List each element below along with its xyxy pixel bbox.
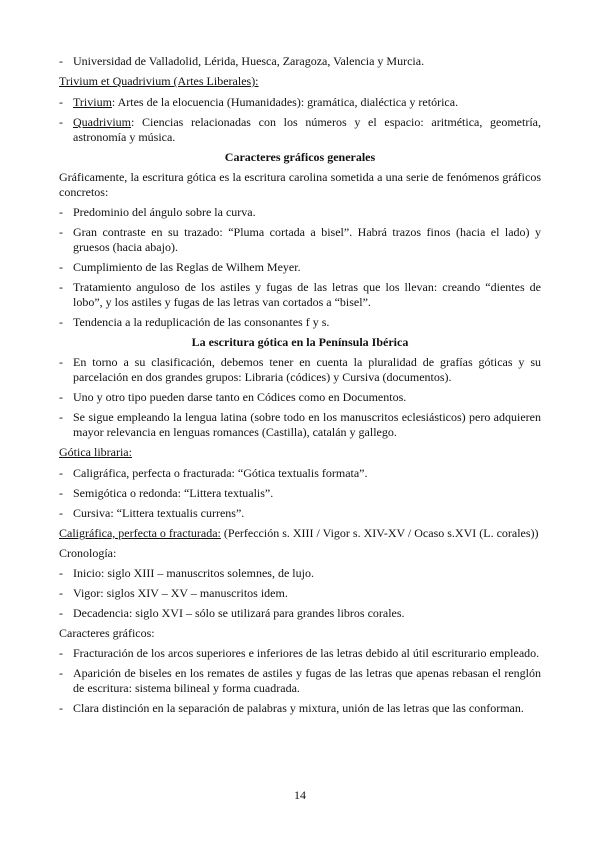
term-trivium: Trivium <box>73 95 112 109</box>
list-item <box>59 646 541 661</box>
list-item <box>59 701 541 716</box>
list-item-text: Gran contraste en su trazado: “Pluma cortada a bisel”. Habrá trazos finos (hacia el lado) y gruesos (hacia abajo). <box>73 225 541 254</box>
bullet-dash: - <box>59 586 63 600</box>
list-item <box>59 315 541 330</box>
list-item-text: Tendencia a la reduplicación de las consonantes f y s. <box>73 315 330 329</box>
bullet-dash: - <box>59 260 63 274</box>
list-item <box>59 586 541 601</box>
bullet-dash: - <box>59 205 63 219</box>
list-item <box>59 225 541 255</box>
bullet-dash: - <box>59 95 63 109</box>
bullet-dash: - <box>59 466 63 480</box>
list-item-text: Cursiva: “Littera textualis currens”. <box>73 506 245 520</box>
bullet-dash: - <box>59 566 63 580</box>
list-item-text: Vigor: siglos XIV – XV – manuscritos idem. <box>73 586 288 600</box>
caligrafica-note: (Perfección s. XIII / Vigor s. XIV-XV / Ocaso s.XVI (L. corales)) <box>220 526 539 540</box>
page-body <box>59 54 541 721</box>
list-item <box>59 506 541 521</box>
bullet-dash: - <box>59 225 63 239</box>
list-item <box>59 355 541 385</box>
bullet-dash: - <box>59 646 63 660</box>
list-item-text: Tratamiento anguloso de los astiles y fugas de las letras que los llevan: creando “dientes de lobo”, y los astiles y fugas de las letras van cortados a “bisel”. <box>73 280 541 309</box>
bullet-dash: - <box>59 410 63 424</box>
list-item <box>59 666 541 696</box>
list-item-text: Aparición de biseles en los remates de astiles y fugas de las letras que apenas rebasan el renglón de escritura: sistema bilineal y forma cuadrada. <box>73 666 541 695</box>
list-item-text: Semigótica o redonda: “Littera textualis”. <box>73 486 274 500</box>
page-number: 14 <box>294 788 306 802</box>
list-item <box>59 606 541 621</box>
bullet-dash: - <box>59 486 63 500</box>
bullet-dash: - <box>59 390 63 404</box>
caracteres-intro: Gráficamente, la escritura gótica es la escritura carolina sometida a una serie de fenómenos gráficos concretos: <box>59 170 541 199</box>
list-item-text: : Ciencias relacionadas con los números y el espacio: aritmética, geometría, astronomía y música. <box>73 115 541 144</box>
graficos-label: Caracteres gráficos: <box>59 626 155 640</box>
list-item-text: Clara distinción en la separación de palabras y mixtura, unión de las letras que las conforman. <box>73 701 524 715</box>
list-item <box>59 410 541 440</box>
term-quadrivium: Quadrivium <box>73 115 131 129</box>
list-item-text: En torno a su clasificación, debemos tener en cuenta la pluralidad de grafías góticas y su parcelación en dos grandes grupos: Libraria (códices) y Cursiva (documentos). <box>73 355 541 384</box>
libraria-heading: Gótica libraria: <box>59 445 132 459</box>
bullet-dash: - <box>59 315 63 329</box>
bullet-dash: - <box>59 54 63 68</box>
section-title-caracteres: Caracteres gráficos generales <box>224 150 376 164</box>
list-item <box>59 205 541 220</box>
list-item-text: Se sigue empleando la lengua latina (sobre todo en los manuscritos eclesiásticos) pero adquieren mayor relevancia en lenguas romances (Castilla), catalán y gallego. <box>73 410 541 439</box>
bullet-dash: - <box>59 701 63 715</box>
list-item-text: Caligráfica, perfecta o fracturada: “Gótica textualis formata”. <box>73 466 368 480</box>
trivium-heading: Trivium et Quadrivium (Artes Liberales): <box>59 74 259 88</box>
list-item <box>59 566 541 581</box>
list-item-text: Uno y otro tipo pueden darse tanto en Códices como en Documentos. <box>73 390 407 404</box>
list-item <box>59 115 541 145</box>
list-item-text: Decadencia: siglo XVI – sólo se utilizará para grandes libros corales. <box>73 606 405 620</box>
bullet-dash: - <box>59 506 63 520</box>
bullet-dash: - <box>59 115 63 129</box>
caligrafica-heading: Caligráfica, perfecta o fracturada: <box>59 526 221 540</box>
cronologia-label: Cronología: <box>59 546 117 560</box>
list-item-text: Inicio: siglo XIII – manuscritos solemnes, de lujo. <box>73 566 314 580</box>
list-item <box>59 95 541 110</box>
list-item-text: Cumplimiento de las Reglas de Wilhem Meyer. <box>73 260 301 274</box>
list-item <box>59 260 541 275</box>
list-item <box>59 466 541 481</box>
bullet-dash: - <box>59 280 63 294</box>
list-item <box>59 280 541 310</box>
list-item-text: Universidad de Valladolid, Lérida, Huesca, Zaragoza, Valencia y Murcia. <box>73 54 425 68</box>
bullet-dash: - <box>59 666 63 680</box>
list-item <box>59 390 541 405</box>
list-item-text: Predominio del ángulo sobre la curva. <box>73 205 256 219</box>
caligrafica-line <box>59 526 541 541</box>
list-item <box>59 54 541 69</box>
list-item-text: : Artes de la elocuencia (Humanidades): gramática, dialéctica y retórica. <box>111 95 459 109</box>
list-item-text: Fracturación de los arcos superiores e inferiores de las letras debido al útil escriturario empleado. <box>73 646 540 660</box>
bullet-dash: - <box>59 355 63 369</box>
section-title-iberica: La escritura gótica en la Península Ibérica <box>191 335 409 349</box>
list-item <box>59 486 541 501</box>
bullet-dash: - <box>59 606 63 620</box>
